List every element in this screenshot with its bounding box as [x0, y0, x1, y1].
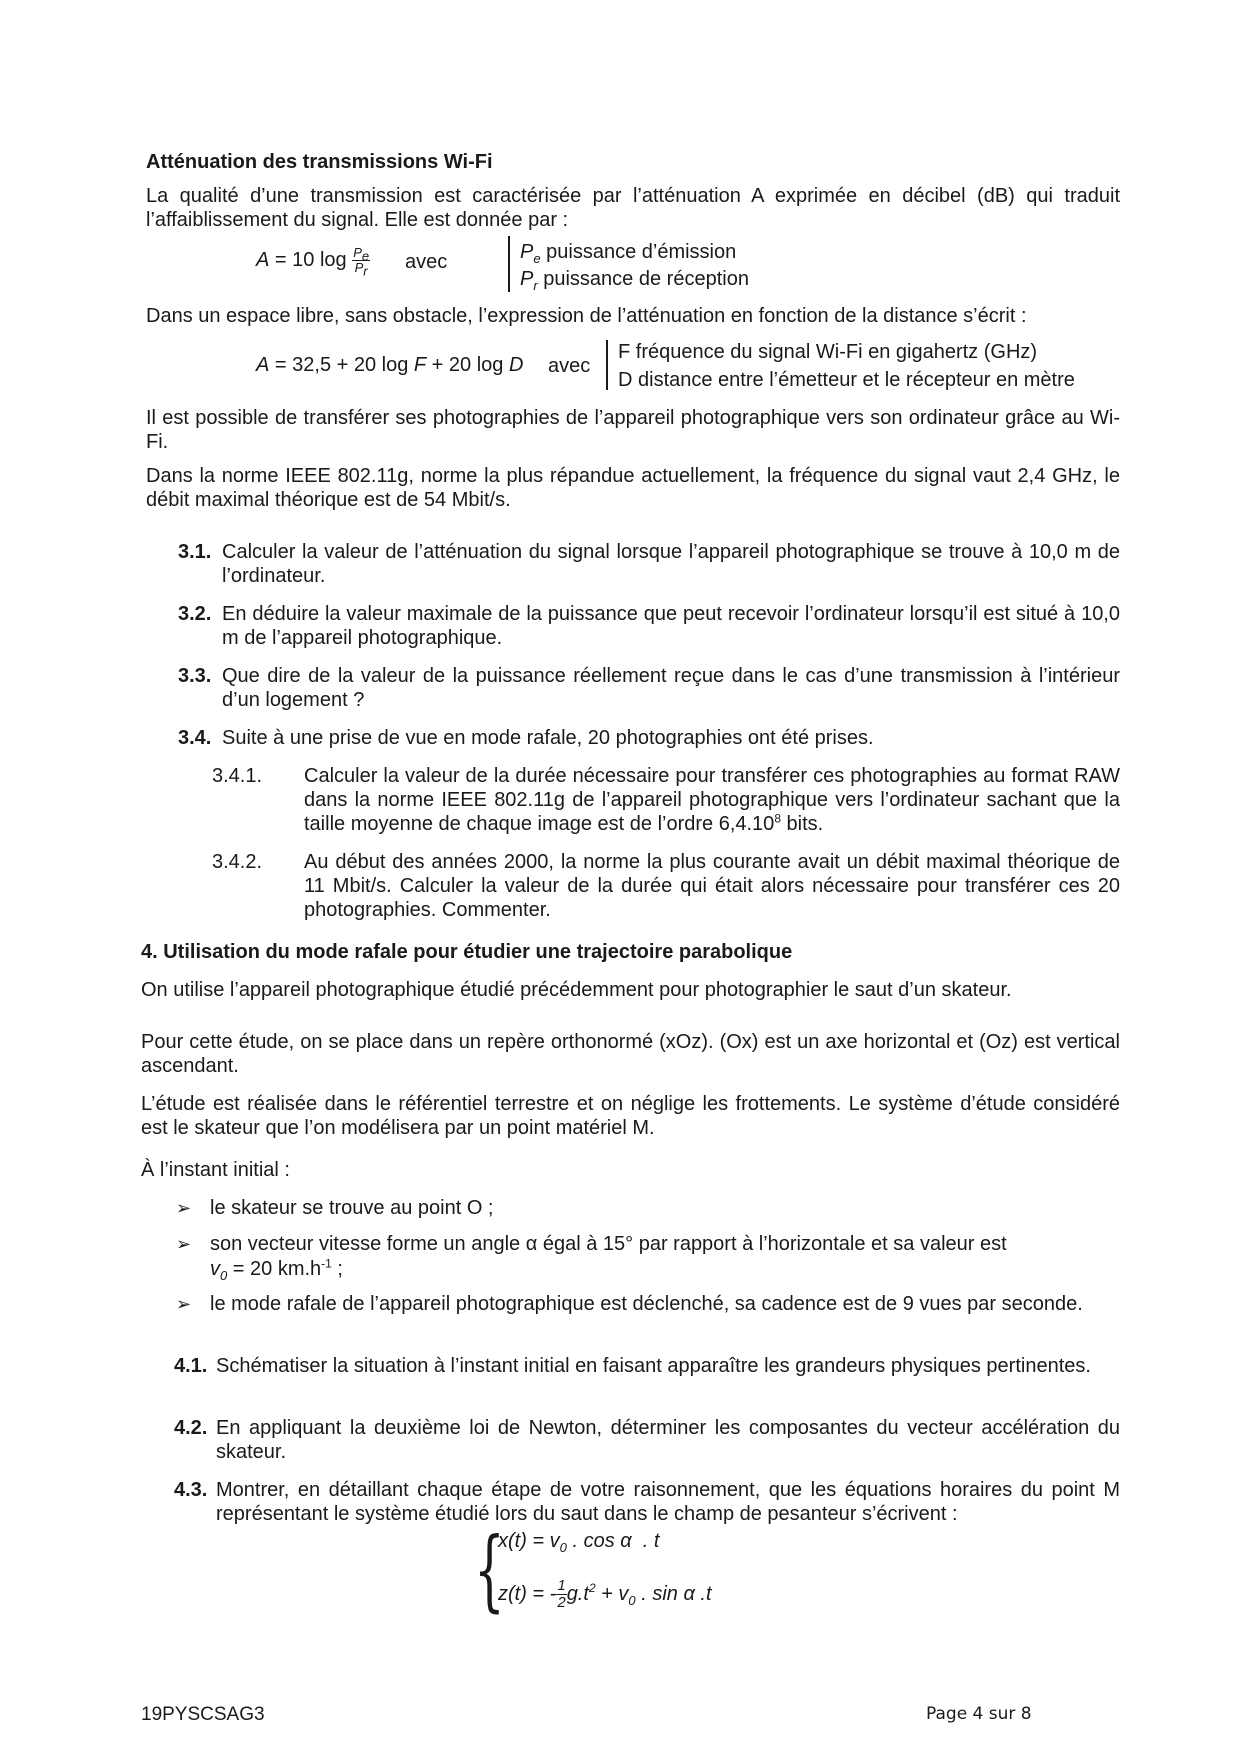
footer-code: 19PYSCSAG3	[141, 1704, 265, 1725]
question-4-2: En appliquant la deuxième loi de Newton, déterminer les composantes du vecteur accélération du skateur.	[216, 1417, 1120, 1463]
formula2-avec: avec	[548, 355, 591, 377]
question-number: 3.2.	[178, 603, 212, 625]
norm-paragraph: Dans la norme IEEE 802.11g, norme la plus répandue actuellement, la fréquence du signal vaut 2,4 GHz, le débit maximal théorique est de 54 Mbit/s.	[146, 465, 1120, 511]
intro-paragraph: La qualité d’une transmission est caractérisée par l’atténuation A exprimée en décibel (dB) qui traduit l’affaiblissement du signal. Elle est donnée par :	[146, 185, 1120, 231]
section-4-reference: L’étude est réalisée dans le référentiel terrestre et on néglige les frottements. Le système d’étude considéré est le skateur que l’on modélisera par un point matériel M.	[141, 1093, 1120, 1139]
question-number: 3.4.	[178, 727, 212, 749]
formula1-avec: avec	[405, 251, 448, 273]
arrow-bullet-icon: ➢	[176, 1294, 192, 1314]
section-4-heading: 4. Utilisation du mode rafale pour étudier une trajectoire parabolique	[141, 941, 793, 963]
section-4-frame: Pour cette étude, on se place dans un repère orthonormé (xOz). (Ox) est un axe horizontal et (Oz) est vertical ascendant.	[141, 1031, 1120, 1077]
arrow-bullet-icon: ➢	[176, 1198, 192, 1218]
formula2-def-d: D distance entre l’émetteur et le récepteur en mètre	[618, 369, 1075, 391]
question-4-3: Montrer, en détaillant chaque étape de votre raisonnement, que les équations horaires du point M représentant le système étudié lors du saut dans le champ de pesanteur s’écrivent :	[216, 1479, 1120, 1525]
question-number: 3.4.2.	[212, 851, 263, 873]
section-heading: Atténuation des transmissions Wi-Fi	[146, 151, 493, 173]
bullet-velocity-value: $v_0 = 20$ $km.h^{-1}$ ;	[210, 1256, 343, 1283]
footer-page-number: Page 4 sur 8	[926, 1704, 1032, 1724]
equation-z: z(t) = - $\frac{1}{2}$ $g.t^2 + v_0$ . sin α .t	[498, 1577, 712, 1611]
formula1-def-pr: $P_r$ puissance de réception	[520, 268, 749, 293]
formula1-def-pe: $P_e$ puissance d’émission	[520, 241, 737, 266]
question-3-4-2: Au début des années 2000, la norme la plus courante avait un débit maximal théorique de 11 Mbit/s. Calculer la valeur de la durée qui était alors nécessaire pour transférer ces 20 photographies. Commenter.	[304, 851, 1120, 921]
question-number: 4.2.	[174, 1417, 208, 1439]
bullet-burst-mode: le mode rafale de l’appareil photographique est déclenché, sa cadence est de 9 vues par seconde.	[210, 1293, 1083, 1315]
equation-brace: {	[474, 1518, 505, 1621]
power-ratio-fraction: $\frac{P_e}{P_r}$	[353, 245, 370, 279]
formula2-bracket	[606, 340, 608, 390]
bullet-position: le skateur se trouve au point O ;	[210, 1197, 494, 1219]
question-number: 3.3.	[178, 665, 212, 687]
question-3-1: Calculer la valeur de l’atténuation du signal lorsque l’appareil photographique se trouve à 10,0 m de l’ordinateur.	[222, 541, 1120, 587]
initial-instant-label: À l’instant initial :	[141, 1159, 290, 1181]
question-number: 3.4.1.	[212, 765, 263, 787]
arrow-bullet-icon: ➢	[176, 1234, 192, 1254]
question-number: 3.1.	[178, 541, 212, 563]
transfer-paragraph: Il est possible de transférer ses photographies de l’appareil photographique vers son ordinateur grâce au Wi-Fi.	[146, 407, 1120, 453]
question-3-4-1: Calculer la valeur de la durée nécessaire pour transférer ces photographies au format RAW dans la norme IEEE 802.11g de l’appareil photographique vers l’ordinateur sachant que la taille moyenne de chaque image est de l’ordre 6,4.10$^8$ bits.	[304, 765, 1120, 835]
formula1-bracket	[508, 236, 510, 292]
bullet-velocity: son vecteur vitesse forme un angle α égal à 15° par rapport à l’horizontale et sa valeur est	[210, 1233, 1007, 1255]
question-3-4: Suite à une prise de vue en mode rafale, 20 photographies ont été prises.	[222, 727, 874, 749]
question-number: 4.3.	[174, 1479, 208, 1501]
section-4-intro: On utilise l’appareil photographique étudié précédemment pour photographier le saut d’un skateur.	[141, 979, 1012, 1001]
question-4-1: Schématiser la situation à l’instant initial en faisant apparaître les grandeurs physiques pertinentes.	[216, 1355, 1091, 1377]
question-3-2: En déduire la valeur maximale de la puissance que peut recevoir l’ordinateur lorsqu’il est situé à 10,0 m de l’appareil photographique.	[222, 603, 1120, 649]
formula2-def-f: F fréquence du signal Wi-Fi en gigahertz (GHz)	[618, 341, 1038, 363]
question-number: 4.1.	[174, 1355, 208, 1377]
free-space-paragraph: Dans un espace libre, sans obstacle, l’expression de l’atténuation en fonction de la distance s’écrit :	[146, 305, 1027, 327]
question-3-3: Que dire de la valeur de la puissance réellement reçue dans le cas d’une transmission à l’intérieur d’un logement ?	[222, 665, 1120, 711]
equation-x: $x(t) = v_0$ . cos α . t	[498, 1530, 660, 1555]
free-space-formula: A = 32,5 + 20 log F + 20 log D	[256, 354, 524, 376]
attenuation-formula: A = 10 log $\frac{P_e}{P_r}$	[256, 245, 370, 279]
